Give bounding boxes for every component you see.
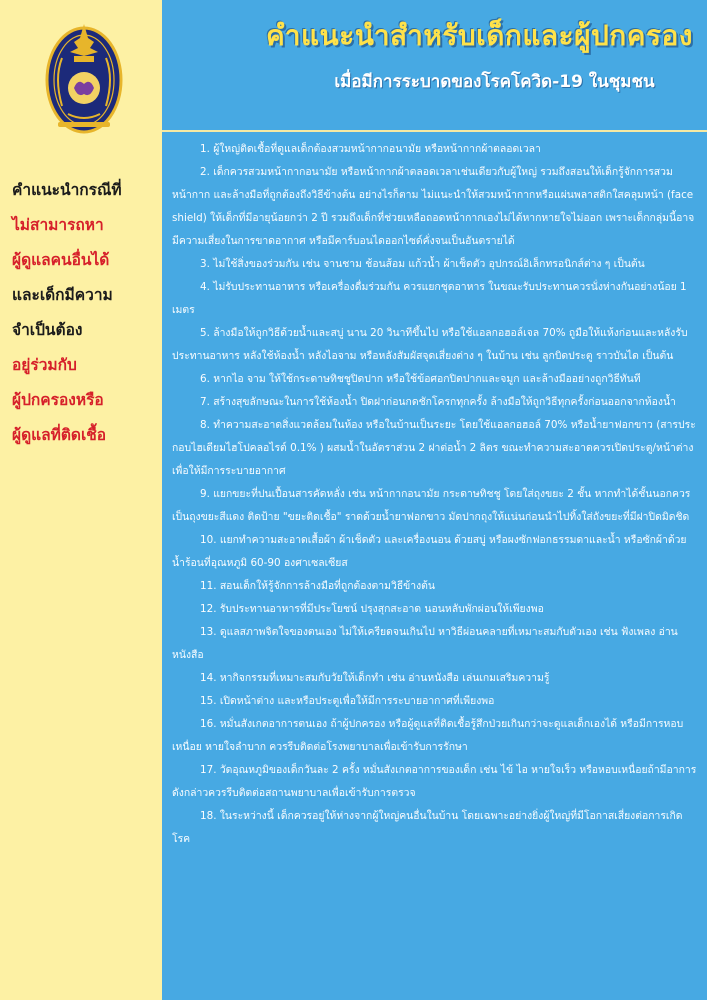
list-item: 4. ไม่รับประทานอาหาร หรือเครื่องดื่มร่วมกัน ควรแยกชุดอาหาร ในขณะรับประทานควรนั่งห่างกันอย่างน้อย 1 เมตร	[172, 281, 687, 316]
list-item: 2. เด็กควรสวมหน้ากากอนามัย หรือหน้ากากผ้าตลอดเวลาเช่นเดียวกับผู้ใหญ่ รวมถึงสอนให้เด็กรู้จักการสวมหน้ากาก และล้างมือที่ถูกต้องถึงวิธีข้างต้น อย่างไรก็ตาม ไม่แนะนำให้สวมหน้ากากหรือแผ่นพลาสติกใสคลุมหน้า (face shield) ให้เด็กที่มีอายุน้อยกว่า 2 ปี รวมถึงเด็กที่ช่วยเหลือถอดหน้ากากเองไม่ได้หากหายใจไม่ออก เพราะเด็กกลุ่มนี้อาจมีความเสี่ยงในการขาดอากาศ หรือมีคาร์บอนไดออกไซด์คั่งจนเป็นอันตรายได้	[172, 166, 695, 247]
advice-list	[172, 138, 698, 851]
sidebar	[0, 0, 162, 1000]
list-item: 15. เปิดหน้าต่าง และหรือประตูเพื่อให้มีการระบายอากาศที่เพียงพอ	[200, 695, 495, 707]
header-divider	[162, 130, 707, 132]
sidebar-note	[12, 172, 162, 452]
sidebar-line: ไม่สามารถหา	[12, 215, 104, 234]
list-item: 17. วัดอุณหภูมิของเด็กวันละ 2 ครั้ง หมั่นสังเกตอาการของเด็ก เช่น ไข้ ไอ หายใจเร็ว หรือหอบเหนื่อยถ้ามีอาการดังกล่าวควรรีบติดต่อสถานพยาบาลเพื่อเข้ารับการตรวจ	[172, 764, 697, 799]
list-item: 6. หากไอ จาม ให้ใช้กระดาษทิชชูปิดปาก หรือใช้ข้อศอกปิดปากและจมูก และล้างมืออย่างถูกวิธีทันที	[200, 373, 641, 385]
main-panel	[162, 0, 707, 1000]
organization-emblem-logo	[44, 18, 124, 136]
sidebar-line: อยู่ร่วมกับ	[12, 355, 77, 374]
list-item: 16. หมั่นสังเกตอาการตนเอง ถ้าผู้ปกครอง หรือผู้ดูแลที่ติดเชื้อรู้สึกป่วยเกินกว่าจะดูแลเด็กเองได้ หรือมีการหอบเหนื่อย หายใจลำบาก ควรรีบติดต่อโรงพยาบาลเพื่อเข้ารับการรักษา	[172, 718, 684, 753]
sidebar-line: ผู้ดูแลคนอื่นได้	[12, 250, 110, 269]
list-item: 9. แยกขยะที่ปนเปื้อนสารคัดหลั่ง เช่น หน้ากากอนามัย กระดาษทิชชู โดยใส่ถุงขยะ 2 ชั้น หากทำได้ชั้นนอกควรเป็นถุงขยะสีแดง ติดป้าย "ขยะติดเชื้อ" ราดด้วยน้ำยาฟอกขาว มัดปากถุงให้แน่นก่อนนำไปทิ้งใส่ถังขยะที่มีฝาปิดมิดชิด	[172, 488, 691, 523]
list-item: 14. หากิจกรรมที่เหมาะสมกับวัยให้เด็กทำ เช่น อ่านหนังสือ เล่นเกมเสริมความรู้	[200, 672, 550, 684]
list-item: 5. ล้างมือให้ถูกวิธีด้วยน้ำและสบู่ นาน 20 วินาทีขึ้นไป หรือใช้แอลกอฮอล์เจล 70% ถูมือให้แห้งก่อนและหลังรับประทานอาหาร หลังใช้ห้องน้ำ หลังไอจาม หรือหลังสัมผัสจุดเสี่ยงต่าง ๆ ในบ้าน เช่น ลูกบิดประตู ราวบันได เป็นต้น	[172, 327, 688, 362]
list-item: 1. ผู้ใหญ่ติดเชื้อที่ดูแลเด็กต้องสวมหน้ากากอนามัย หรือหน้ากากผ้าตลอดเวลา	[200, 143, 541, 155]
header	[162, 14, 707, 95]
sidebar-line: ผู้ดูแลที่ติดเชื้อ	[12, 425, 107, 444]
page-subtitle: เมื่อมีการระบาดของโรคโควิด-19 ในชุมชน	[334, 72, 655, 92]
list-item: 18. ในระหว่างนี้ เด็กควรอยู่ให้ห่างจากผู้ใหญ่คนอื่นในบ้าน โดยเฉพาะอย่างยิ่งผู้ใหญ่ที่มีโอกาสเสี่ยงต่อการเกิดโรค	[172, 810, 683, 845]
list-item: 11. สอนเด็กให้รู้จักการล้างมือที่ถูกต้องตามวิธีข้างต้น	[200, 580, 436, 592]
sidebar-line: ผู้ปกครองหรือ	[12, 390, 104, 409]
sidebar-line: คำแนะนำกรณีที่	[12, 180, 122, 199]
sidebar-line: จำเป็นต้อง	[12, 320, 83, 339]
list-item: 7. สร้างสุขลักษณะในการใช้ห้องน้ำ ปิดฝาก่อนกดชักโครกทุกครั้ง ล้างมือให้ถูกวิธีทุกครั้งก่อนออกจากห้องน้ำ	[200, 396, 676, 408]
page-title: คำแนะนำสำหรับเด็กและผู้ปกครอง	[266, 19, 693, 52]
sidebar-line: และเด็กมีความ	[12, 285, 113, 304]
list-item: 10. แยกทำความสะอาดเสื้อผ้า ผ้าเช็ดตัว และเครื่องนอน ด้วยสบู่ หรือผงซักฟอกธรรมดาและน้ำ หรือซักผ้าด้วยน้ำร้อนที่อุณหภูมิ 60-90 องศาเซลเซียส	[172, 534, 687, 569]
list-item: 8. ทำความสะอาดสิ่งแวดล้อมในห้อง หรือในบ้านเป็นระยะ โดยใช้แอลกอฮอล์ 70% หรือน้ำยาฟอกขาว (สารประกอบไฮเดียมไฮโปคลอไรต์ 0.1% ) ผสมน้ำในอัตราส่วน 2 ฝาต่อน้ำ 2 ลิตร ขณะทำความสะอาดควรเปิดประตู/หน้าต่าง เพื่อให้มีการระบายอากาศ	[172, 419, 696, 477]
list-item: 12. รับประทานอาหารที่มีประโยชน์ ปรุงสุกสะอาด นอนหลับพักผ่อนให้เพียงพอ	[200, 603, 544, 615]
list-item: 13. ดูแลสภาพจิตใจของตนเอง ไม่ให้เครียดจนเกินไป หาวิธีผ่อนคลายที่เหมาะสมกับตัวเอง เช่น ฟังเพลง อ่านหนังสือ	[172, 626, 678, 661]
list-item: 3. ไม่ใช้สิ่งของร่วมกัน เช่น จานชาม ช้อนส้อม แก้วน้ำ ผ้าเช็ดตัว อุปกรณ์อิเล็กทรอนิกส์ต่าง ๆ เป็นต้น	[200, 258, 645, 270]
